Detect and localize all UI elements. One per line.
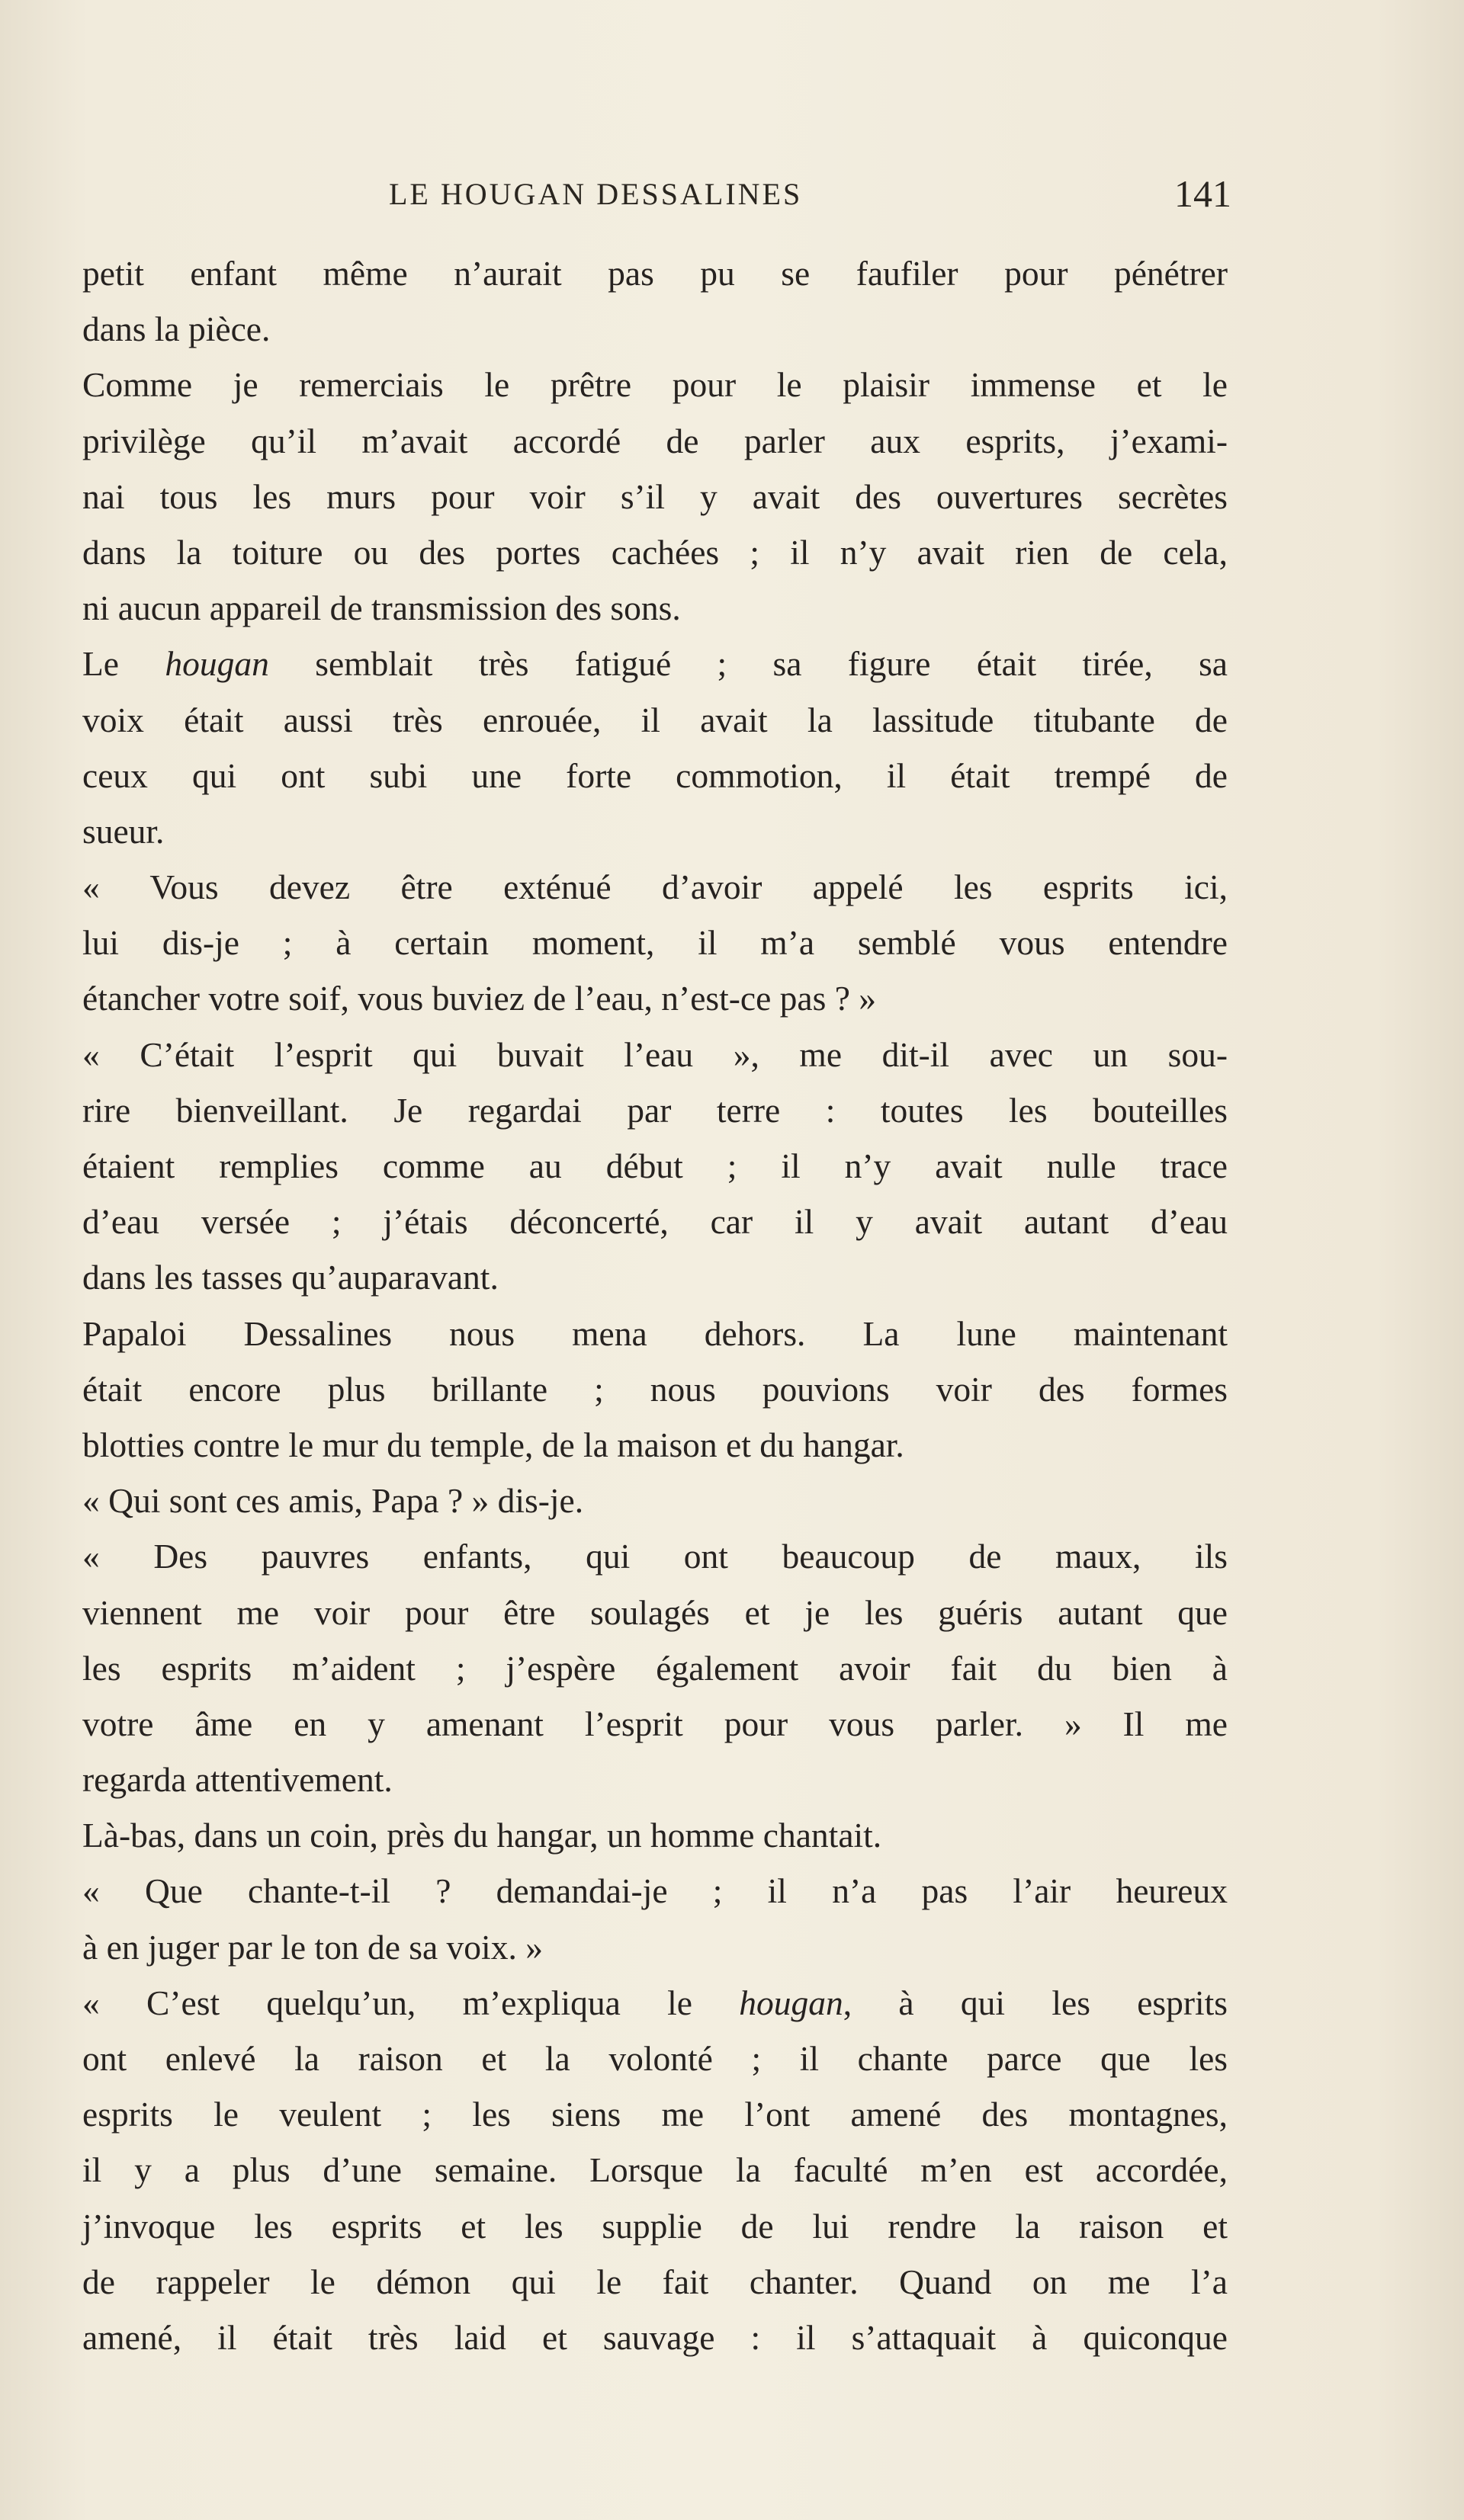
text-line: voix était aussi très enrouée, il avait la lassitude titubante de <box>82 700 1228 739</box>
text-line: j’invoque les esprits et les supplie de lui rendre la raison et <box>82 2206 1228 2246</box>
text-line: nai tous les murs pour voir s’il y avait des ouvertures secrètes <box>82 476 1228 516</box>
text-line: « Vous devez être exténué d’avoir appelé les esprits ici, <box>82 867 1228 907</box>
text-line: Papaloi Dessalines nous mena dehors. La lune maintenant <box>82 1313 1228 1353</box>
running-title: LE HOUGAN DESSALINES <box>389 177 803 211</box>
text-line: étancher votre soif, vous buviez de l’eau, n’est-ce pas ? » <box>82 979 877 1018</box>
text-line: viennent me voir pour être soulagés et je les guéris autant que <box>82 1592 1228 1632</box>
text-line: « Qui sont ces amis, Papa ? » dis-je. <box>82 1481 584 1521</box>
text-line: esprits le veulent ; les siens me l’ont amené des montagnes, <box>82 2095 1228 2134</box>
text-line: lui dis-je ; à certain moment, il m’a semblé vous entendre <box>82 923 1228 963</box>
text-line: Le hougan semblait très fatigué ; sa figure était tirée, sa <box>82 644 1228 684</box>
text-line: « Que chante-t-il ? demandai-je ; il n’a pas l’air heureux <box>82 1871 1228 1911</box>
text-line: les esprits m’aident ; j’espère également avoir fait du bien à <box>82 1648 1228 1688</box>
text-line: à en juger par le ton de sa voix. » <box>82 1927 543 1967</box>
text-line: blotties contre le mur du temple, de la maison et du hangar. <box>82 1425 904 1464</box>
text-line: il y a plus d’une semaine. Lorsque la faculté m’en est accordée, <box>82 2150 1228 2190</box>
text-line: d’eau versée ; j’étais déconcerté, car il y avait autant d’eau <box>82 1202 1228 1242</box>
text-line: « Des pauvres enfants, qui ont beaucoup de maux, ils <box>82 1537 1228 1576</box>
text-line: Comme je remerciais le prêtre pour le plaisir immense et le <box>82 365 1228 405</box>
text-line: petit enfant même n’aurait pas pu se faufiler pour pénétrer <box>82 254 1228 293</box>
text-line: de rappeler le démon qui le fait chanter. Quand on me l’a <box>82 2262 1228 2301</box>
text-line: était encore plus brillante ; nous pouvions voir des formes <box>82 1369 1228 1409</box>
text-line: dans les tasses qu’auparavant. <box>82 1258 499 1297</box>
text-line: dans la pièce. <box>82 309 271 349</box>
text-line: « C’est quelqu’un, m’expliqua le hougan, à qui les esprits <box>82 1983 1228 2022</box>
text-line: regarda attentivement. <box>82 1760 393 1800</box>
text-line: privilège qu’il m’avait accordé de parler aux esprits, j’exami- <box>82 421 1228 460</box>
text-line: Là-bas, dans un coin, près du hangar, un homme chantait. <box>82 1816 882 1855</box>
text-line: amené, il était très laid et sauvage : il s’attaquait à quiconque <box>82 2317 1228 2357</box>
page-header <box>0 172 1464 225</box>
text-line: rire bienveillant. Je regardai par terre : toutes les bouteilles <box>82 1090 1228 1130</box>
body-text <box>82 245 1228 2365</box>
text-line: « C’était l’esprit qui buvait l’eau », me dit-il avec un sou- <box>82 1034 1228 1074</box>
text-line: étaient remplies comme au début ; il n’y avait nulle trace <box>82 1146 1228 1185</box>
text-line: ceux qui ont subi une forte commotion, il était trempé de <box>82 755 1228 795</box>
text-line: sueur. <box>82 811 165 851</box>
text-line: votre âme en y amenant l’esprit pour vous parler. » Il me <box>82 1704 1228 1743</box>
page-number: 141 <box>1174 172 1231 215</box>
text-line: dans la toiture ou des portes cachées ; il n’y avait rien de cela, <box>82 532 1228 572</box>
text-line: ni aucun appareil de transmission des sons. <box>82 588 681 628</box>
text-line: ont enlevé la raison et la volonté ; il chante parce que les <box>82 2039 1228 2078</box>
